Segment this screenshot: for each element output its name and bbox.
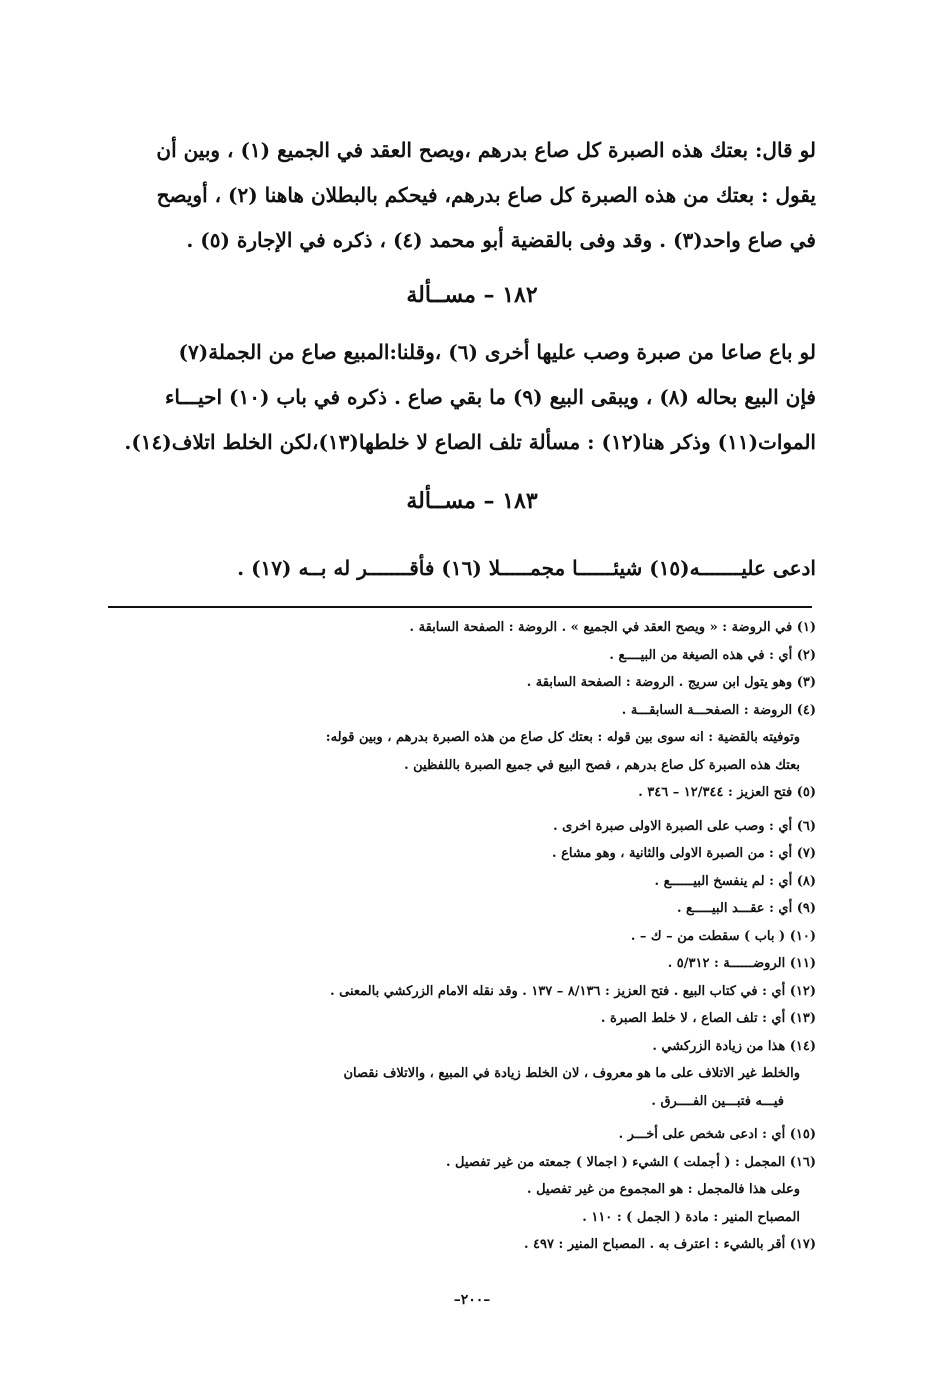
footnote-line: (٣) وهو يتول ابن سريج . الروضة : الصفحة السابقة .	[526, 675, 816, 690]
footnote-line: (١٢) أي : في كتاب البيع . فتح العزيز : ٨/١٣٦ – ١٣٧ . وقد نقله الامام الزركشي بالمعنى .	[330, 983, 816, 999]
footnote-line: فيـــه فتبـــين الفــــرق .	[651, 1093, 784, 1109]
footnote-line: والخلط غير الاتلاف على ما هو معروف ، لان الخلط زيادة في المبيع ، والاتلاف نقصان	[343, 1066, 800, 1081]
text-line: لو باع صاعا من صبرة وصب عليها أخرى (٦) ،وقلنا:المبيع صاع من الجملة(٧)	[178, 340, 816, 364]
footnote-line: بعتك هذه الصبرة كل صاع بدرهم ، فصح البيع في جميع الصبرة باللفظين .	[404, 757, 800, 773]
footnote-line: (١٣) أي : تلف الصاع ، لا خلط الصبرة .	[600, 1011, 816, 1026]
footnote-line: (١٠) ( باب ) سقطت من – ك – .	[630, 928, 816, 944]
footnote-line: (٥) فتح العزيز : ١٢/٣٤٤ – ٣٤٦ .	[638, 785, 816, 800]
footnote-separator	[108, 606, 812, 608]
section-heading-183: ١٨٣ – مســألة	[406, 488, 538, 514]
footnote-line: (١٤) هذا من زيادة الزركشي .	[652, 1038, 816, 1054]
footnote-line: (١٦) المجمل : ( أجملت ) الشيء ( اجمالا ) جمعته من غير تفصيل .	[445, 1154, 816, 1170]
text-line: يقول : بعتك من هذه الصبرة كل صاع بدرهم، فيحكم بالبطلان هاهنا (٢) ، أويصح	[156, 183, 816, 207]
paragraph-182	[100, 330, 816, 465]
footnote-line: (١٧) أقر بالشيء : اعترف به . المصباح المنير : ٤٩٧ .	[523, 1237, 816, 1252]
paragraph-183	[100, 546, 816, 591]
footnote-line: (١) في الروضة : « ويصح العقد في الجميع » . الروضة : الصفحة السابقة .	[409, 620, 816, 635]
text-line: ادعى عليـــــــه(١٥) شيئــــــا مجمـــــلا (١٦) فأقـــــــر له بــه (١٧) .	[237, 556, 816, 580]
footnote-line: (٩) أي : عقـــد البيـــــع .	[677, 901, 816, 916]
footnote-line: (١١) الروضــــــة : ٥/٣١٢ .	[667, 956, 816, 971]
footnotes	[112, 614, 816, 1259]
text-line: الموات(١١) وذكر هنا(١٢) : مسألة تلف الصاع لا خلطها(١٣)،لكن الخلط اتلاف(١٤).	[124, 430, 816, 454]
footnote-line: (٦) أي : وصب على الصبرة الاولى صبرة اخرى .	[553, 818, 816, 834]
text-line: لو قال: بعتك هذه الصبرة كل صاع بدرهم ،ويصح العقد في الجميع (١) ، وبين أن	[156, 138, 816, 162]
footnote-line: وتوفيته بالقضية : انه سوى بين قوله : بعتك كل صاع من هذه الصبرة بدرهم ، وبين قوله:	[325, 730, 800, 745]
text-line: في صاع واحد(٣) . وقد وفى بالقضية أبو محمد (٤) ، ذكره في الإجارة (٥) .	[186, 228, 816, 252]
footnote-group-2	[112, 813, 816, 1116]
page-number: –٢٠٠–	[453, 1292, 491, 1308]
text-line: فإن البيع بحاله (٨) ، ويبقى البيع (٩) ما بقي صاع . ذكره في باب (١٠) احيـــاء	[165, 385, 816, 409]
footnote-group-3	[112, 1121, 816, 1259]
footnote-group-1	[112, 614, 816, 807]
footnote-line: (٨) أي : لم ينفسخ البيــــــع .	[654, 873, 816, 889]
paragraph-intro	[100, 128, 816, 263]
section-heading-182: ١٨٢ – مســألة	[406, 282, 538, 308]
footnote-line: (٧) أي : من الصبرة الاولى والثانية ، وهو مشاع .	[552, 846, 816, 861]
footnote-line: وعلى هذا فالمجمل : هو المجموع من غير تفصيل .	[527, 1182, 800, 1197]
footnote-line: (٤) الروضة : الصفحـــة السابقـــة .	[621, 702, 816, 718]
footnote-line: (٢) أي : في هذه الصيغة من البيــــع .	[609, 647, 816, 663]
footnote-line: (١٥) أي : ادعى شخص على أخـــر .	[618, 1127, 816, 1142]
footnote-line: المصباح المنير : مادة ( الجمل ) : ١١٠ .	[582, 1209, 800, 1225]
